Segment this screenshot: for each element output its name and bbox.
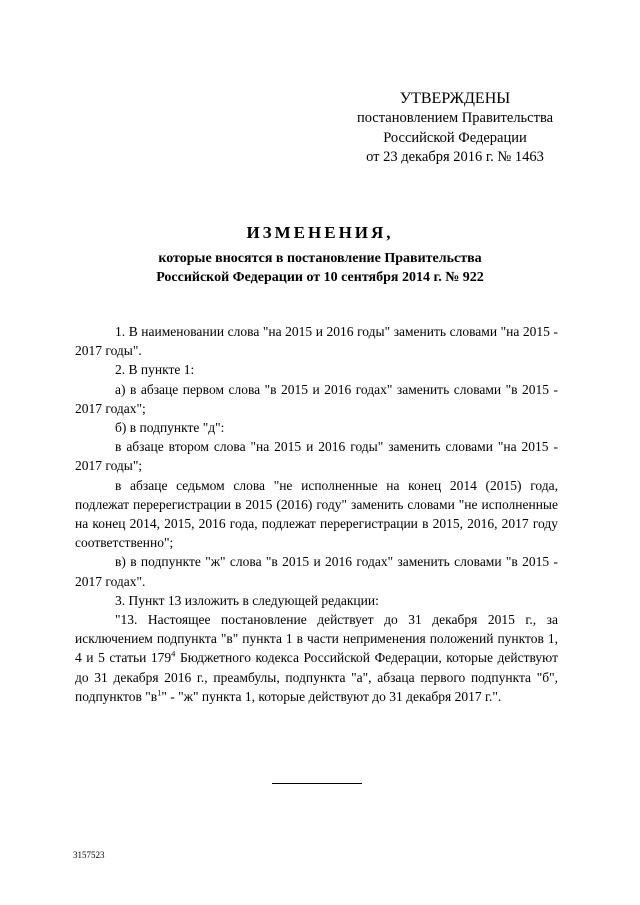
paragraph-9-part-1: "13. Настоящее постановление действует до 31 декабря 2015 г., за исключением подпункта "в" пункта 1 в части неприменения положений пунктов 1, 4 и 5 статьи 179 xyxy=(75,612,558,666)
approval-stamp xyxy=(330,88,580,168)
subtitle-line-1: которые вносятся в постановление Правительства xyxy=(158,251,482,266)
superscript-1: 1 xyxy=(157,687,162,698)
paragraph-5: в абзаце втором слова "на 2015 и 2016 годы" заменить словами "на 2015 - 2017 годы"; xyxy=(75,439,558,474)
paragraph-1: 1. В наименовании слова "на 2015 и 2016 годы" заменить словами "на 2015 - 2017 годы". xyxy=(75,324,558,359)
approval-line-2: Российской Федерации xyxy=(383,129,527,146)
paragraph-2: 2. В пункте 1: xyxy=(115,362,195,378)
paragraph-9-part-3: " - "ж" пункта 1, которые действуют до 31 декабря 2017 г.". xyxy=(161,688,502,704)
document-title: ИЗМЕНЕНИЯ, xyxy=(246,223,394,242)
document-subtitle xyxy=(70,249,570,287)
paragraph-6: в абзаце седьмом слова "не исполненные на конец 2014 (2015) года, подлежат перерегистрации в 2015 (2016) году" заменить словами "не исполненные на конец 2014, 2015, 2016 года, подлежат перерегистрации в 2015, 2016, 2017 году соответственно"; xyxy=(75,477,558,551)
paragraph-9 xyxy=(75,610,558,706)
paragraph-8: 3. Пункт 13 изложить в следующей редакции: xyxy=(115,592,379,608)
document-title-block xyxy=(70,222,570,287)
approval-heading: УТВЕРЖДЕНЫ xyxy=(399,90,511,107)
end-divider xyxy=(272,783,362,784)
approval-line-1: постановлением Правительства xyxy=(356,110,554,126)
document-body xyxy=(75,322,558,706)
paragraph-7: в) в подпункте "ж" слова "в 2015 и 2016 годах" заменить словами "в 2015 - 2017 годах". xyxy=(75,554,558,589)
paragraph-3: а) в абзаце первом слова "в 2015 и 2016 годах" заменить словами "в 2015 - 2017 годах"; xyxy=(75,381,558,416)
paragraph-4: б) в подпункте "д": xyxy=(115,420,225,436)
superscript-4: 4 xyxy=(171,648,176,659)
paragraph-9-part-2: Бюджетного кодекса Российской Федерации, которые действуют до 31 декабря 2016 г., преамбулы, подпункта "а", абзаца первого подпункта "б", подпунктов "в xyxy=(75,650,558,704)
approval-line-3: от 23 декабря 2016 г. № 1463 xyxy=(366,149,544,165)
document-number: 3157523 xyxy=(73,850,105,860)
subtitle-line-2: Российской Федерации от 10 сентября 2014 г. № 922 xyxy=(156,270,484,285)
